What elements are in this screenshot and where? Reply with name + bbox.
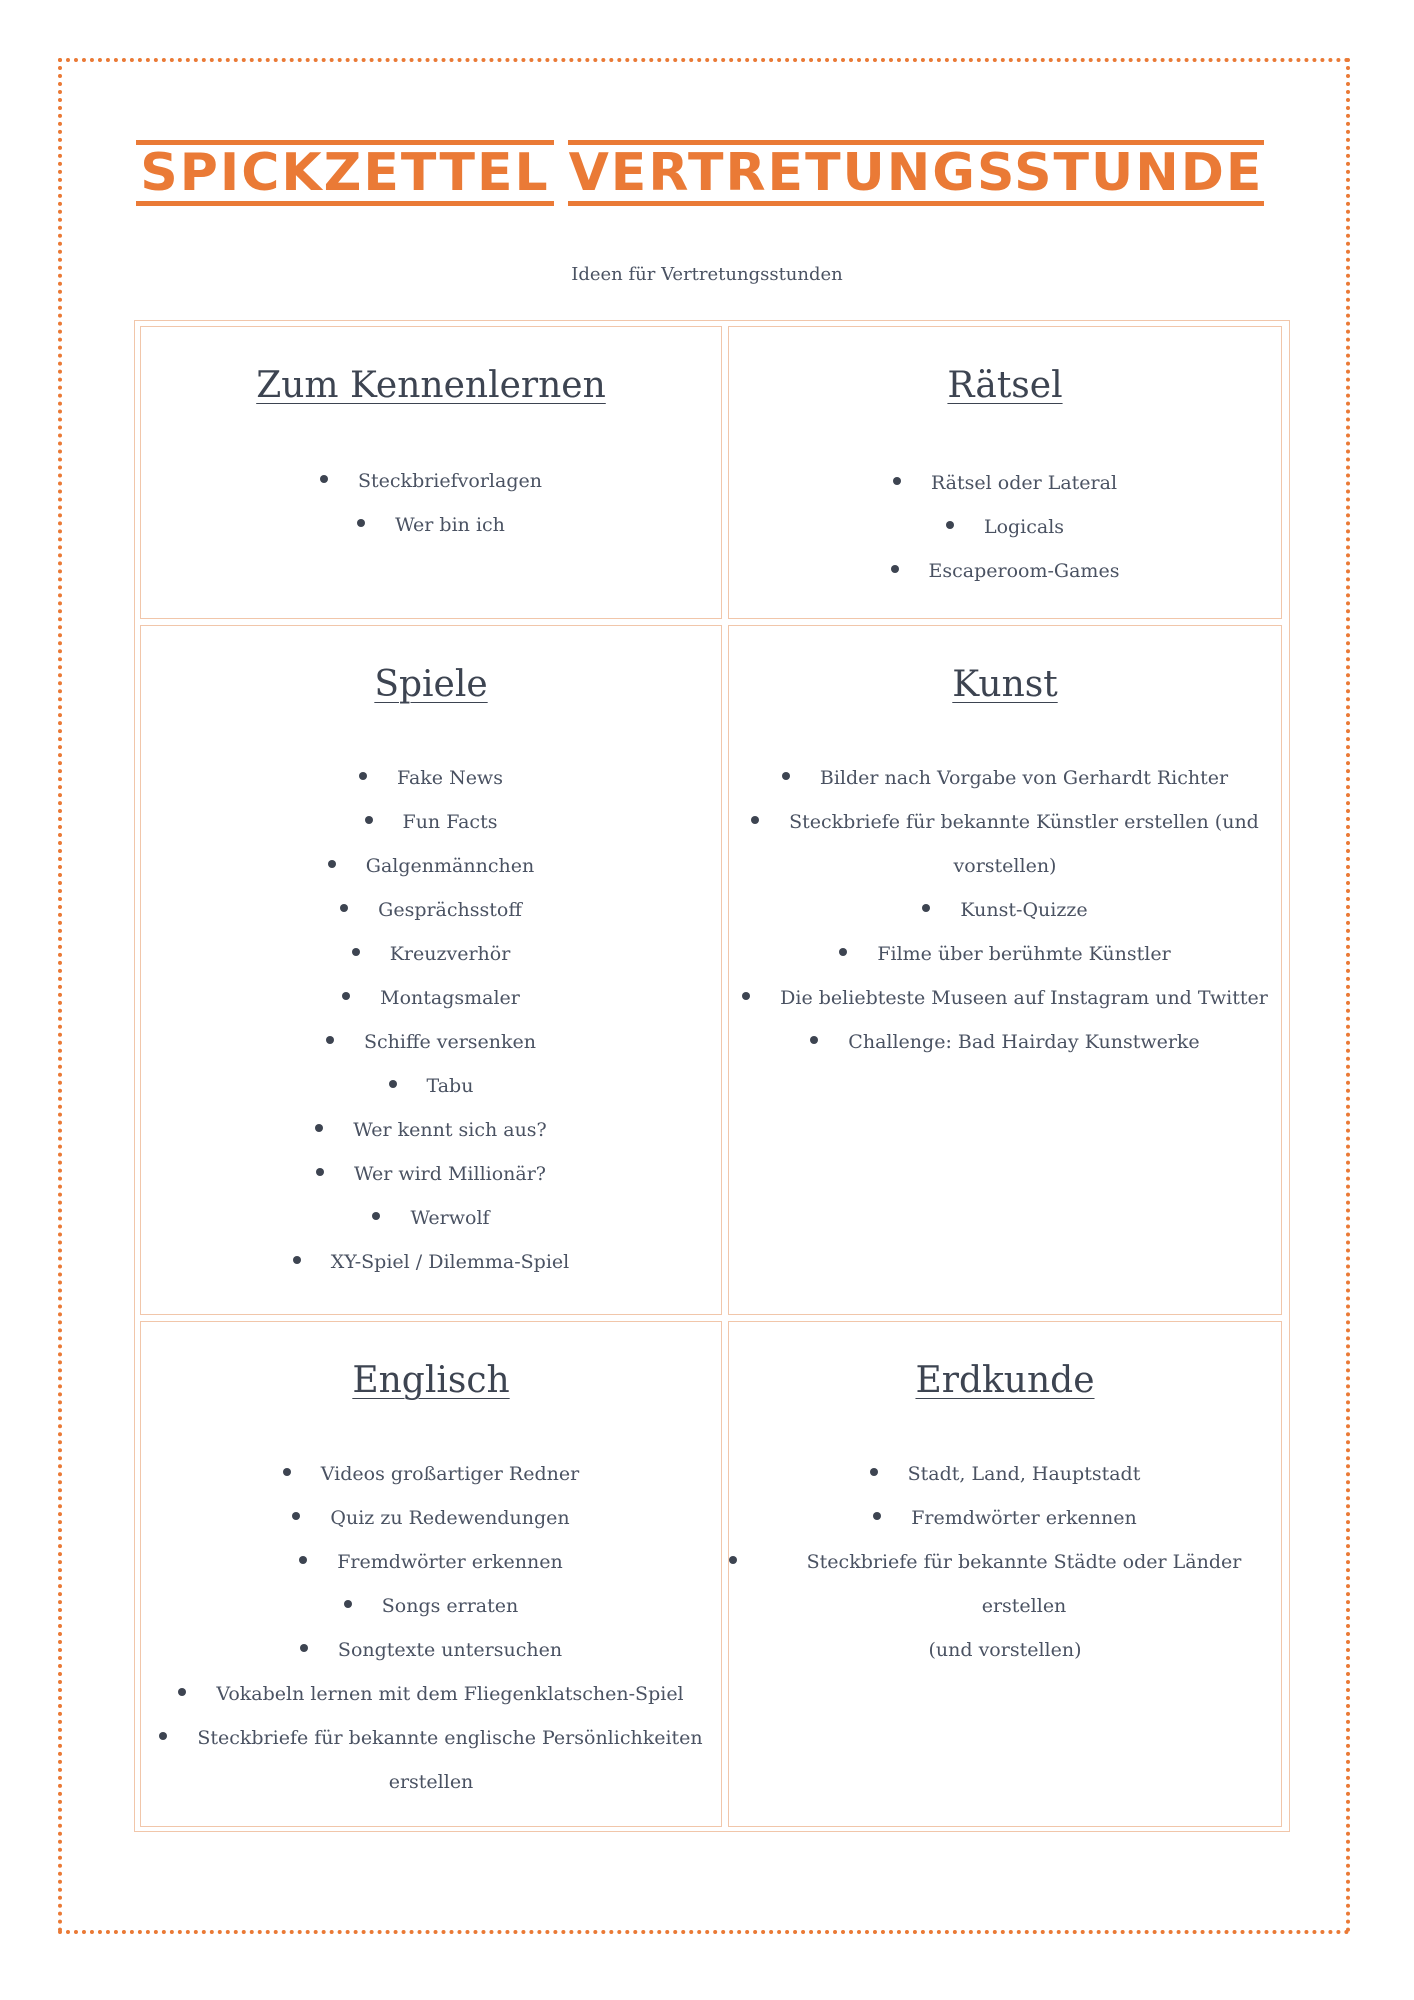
bullet-icon [893, 477, 901, 485]
bullet-icon [870, 1468, 878, 1476]
ideas-table [134, 320, 1290, 1832]
section-heading: Spiele [374, 664, 488, 705]
section-raetsel [728, 326, 1282, 619]
list-item [141, 1020, 721, 1064]
list-item [141, 1152, 721, 1196]
bullet-icon [782, 772, 790, 780]
item-text: Steckbriefe für bekannte Städte oder Länder erstellen [806, 1551, 1242, 1617]
list-item [141, 800, 721, 844]
bullet-icon [922, 904, 930, 912]
item-text: Gesprächsstoff [378, 899, 522, 921]
bullet-icon [873, 1512, 881, 1520]
item-list [729, 1452, 1281, 1672]
bullet-icon [328, 860, 336, 868]
list-item [141, 1240, 721, 1284]
item-text: Songtexte untersuchen [337, 1639, 563, 1661]
list-item [729, 888, 1281, 932]
item-text: Vokabeln lernen mit dem Fliegenklatschen-Spiel [216, 1683, 684, 1705]
item-list [729, 461, 1281, 593]
section-englisch [140, 1321, 722, 1827]
item-text: Stadt, Land, Hauptstadt [907, 1463, 1141, 1485]
section-kunst [728, 625, 1282, 1315]
bullet-icon [946, 521, 954, 529]
bullet-icon [839, 948, 847, 956]
bullet-icon [283, 1468, 291, 1476]
item-text: Steckbriefe für bekannte englische Persönlichkeiten [197, 1727, 703, 1749]
item-text: Bilder nach Vorgabe von Gerhardt Richter [819, 767, 1229, 789]
bullet-icon [159, 1732, 167, 1740]
section-spiele [140, 625, 722, 1315]
section-heading: Zum Kennenlernen [256, 365, 606, 406]
list-item [141, 1628, 721, 1672]
list-item [729, 1496, 1281, 1540]
list-item [141, 932, 721, 976]
bullet-icon [372, 1212, 380, 1220]
list-item [141, 888, 721, 932]
list-item [729, 505, 1281, 549]
bullet-icon [389, 1080, 397, 1088]
bullet-icon [293, 1256, 301, 1264]
item-text: Wer wird Millionär? [353, 1163, 546, 1185]
item-text: Fremdwörter erkennen [911, 1507, 1137, 1529]
bullet-icon [316, 1168, 324, 1176]
item-text: Filme über berühmte Künstler [877, 943, 1171, 965]
bullet-icon [320, 475, 328, 483]
title-word-spickzettel: SPICKZETTEL [136, 140, 554, 206]
item-text: Werwolf [410, 1207, 490, 1229]
item-text: Rätsel oder Lateral [930, 472, 1118, 494]
bullet-icon [729, 1556, 737, 1564]
list-item [141, 1584, 721, 1628]
section-heading: Kunst [952, 664, 1058, 705]
list-item [729, 800, 1281, 844]
item-text: Steckbriefe für bekannte Künstler erstellen (und [789, 811, 1259, 833]
bullet-icon [344, 1600, 352, 1608]
section-heading: Rätsel [947, 365, 1063, 406]
list-item [141, 844, 721, 888]
list-item-continuation [729, 1628, 1281, 1672]
item-list [141, 756, 721, 1284]
list-item [729, 756, 1281, 800]
list-item [729, 976, 1281, 1020]
page-title [136, 140, 1264, 206]
list-item [141, 1496, 721, 1540]
title-word-vertretungsstunde: VERTRETUNGSSTUNDE [568, 140, 1264, 206]
item-text: Die beliebteste Museen auf Instagram und Twitter [780, 987, 1268, 1009]
list-item [729, 1020, 1281, 1064]
list-item [729, 932, 1281, 976]
item-text: (und vorstellen) [928, 1639, 1082, 1661]
item-text: Videos großartiger Redner [320, 1463, 580, 1485]
bullet-icon [357, 519, 365, 527]
bullet-icon [299, 1556, 307, 1564]
item-text: Kunst-Quizze [960, 899, 1088, 921]
bullet-icon [340, 904, 348, 912]
item-text: Schiffe versenken [363, 1031, 537, 1053]
section-kennenlernen [140, 326, 722, 619]
item-text: Logicals [983, 516, 1065, 538]
list-item-continuation [729, 844, 1281, 888]
item-text: vorstellen) [953, 855, 1057, 877]
bullet-icon [292, 1512, 300, 1520]
subtitle: Ideen für Vertretungsstunden [571, 264, 843, 285]
list-item-continuation [141, 1760, 721, 1804]
item-text: Quiz zu Redewendungen [330, 1507, 570, 1529]
bullet-icon [742, 992, 750, 1000]
item-text: Tabu [426, 1075, 474, 1097]
bullet-icon [300, 1644, 308, 1652]
list-item [141, 1540, 721, 1584]
list-item [141, 1452, 721, 1496]
bullet-icon [751, 816, 759, 824]
bullet-icon [178, 1688, 186, 1696]
bullet-icon [342, 992, 350, 1000]
bullet-icon [810, 1036, 818, 1044]
bullet-icon [315, 1124, 323, 1132]
bullet-icon [365, 816, 373, 824]
item-text: Galgenmännchen [365, 855, 535, 877]
item-text: Kreuzverhör [389, 943, 511, 965]
section-erdkunde [728, 1321, 1282, 1827]
item-text: Fremdwörter erkennen [337, 1551, 563, 1573]
item-text: XY-Spiel / Dilemma-Spiel [330, 1251, 570, 1273]
list-item [141, 976, 721, 1020]
section-heading: Englisch [352, 1360, 510, 1401]
list-item [141, 1108, 721, 1152]
item-text: Montagsmaler [380, 987, 520, 1009]
item-text: Steckbriefvorlagen [358, 470, 542, 492]
item-text: Wer bin ich [395, 514, 505, 536]
bullet-icon [359, 772, 367, 780]
list-item [141, 1196, 721, 1240]
list-item [729, 1452, 1281, 1496]
list-item [141, 1672, 721, 1716]
section-heading: Erdkunde [915, 1360, 1095, 1401]
list-item [141, 503, 721, 547]
list-item [729, 461, 1281, 505]
item-text: erstellen [388, 1771, 474, 1793]
item-list [141, 1452, 721, 1804]
list-item [141, 756, 721, 800]
list-item [141, 1716, 721, 1760]
item-text: Escaperoom-Games [928, 560, 1120, 582]
bullet-icon [891, 565, 899, 573]
item-list [729, 756, 1281, 1064]
item-list [141, 459, 721, 547]
item-text: Fake News [397, 767, 503, 789]
item-text: Wer kennt sich aus? [353, 1119, 547, 1141]
item-text: Songs erraten [381, 1595, 519, 1617]
list-item [729, 549, 1281, 593]
item-text: Challenge: Bad Hairday Kunstwerke [848, 1031, 1200, 1053]
bullet-icon [352, 948, 360, 956]
list-item [141, 459, 721, 503]
list-item [141, 1064, 721, 1108]
list-item [729, 1540, 1281, 1628]
item-text: Fun Facts [402, 811, 498, 833]
bullet-icon [326, 1036, 334, 1044]
